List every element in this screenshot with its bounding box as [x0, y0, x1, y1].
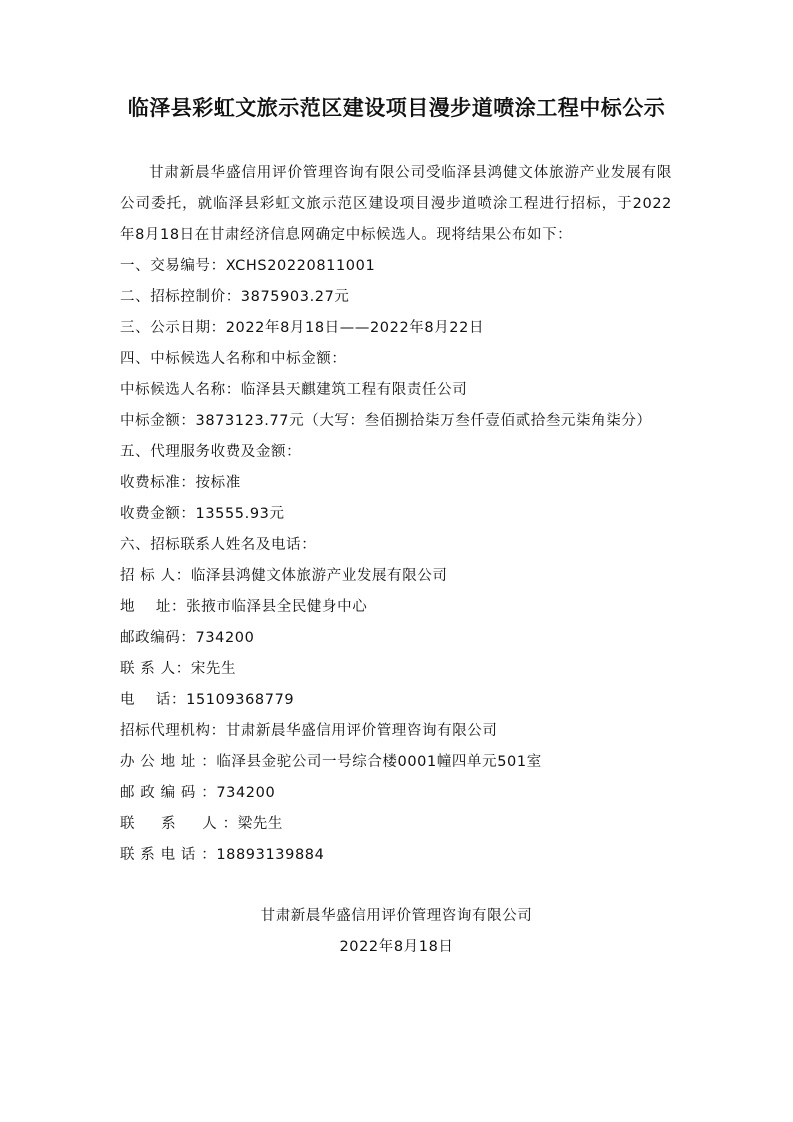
agency-phone-text: 联 系 电 话 ：18893139884 — [120, 847, 325, 863]
tenderer-contact-line — [120, 654, 672, 685]
tenderer-postcode-line — [120, 623, 672, 654]
control-price-line — [120, 282, 672, 313]
fee-heading-line — [120, 437, 672, 468]
candidate-heading-line — [120, 344, 672, 375]
trade-number-text: 一、交易编号：XCHS20220811001 — [120, 258, 376, 274]
fee-amount-text: 收费金额：13555.93元 — [120, 506, 285, 522]
candidate-name-text: 中标候选人名称：临泽县天麒建筑工程有限责任公司 — [120, 382, 468, 398]
contact-heading-line — [120, 530, 672, 561]
intro-paragraph: 甘肃新晨华盛信用评价管理咨询有限公司受临泽县鸿健文体旅游产业发展有限公司委托，就临泽县彩虹文旅示范区建设项目漫步道喷涂工程进行招标，于2022年8月18日在甘肃经济信息网确定中标候选人。现将结果公布如下： — [120, 165, 672, 243]
control-price-text: 二、招标控制价：3875903.27元 — [120, 289, 350, 305]
agency-address-text: 办 公 地 址 ：临泽县金驼公司一号综合楼0001幢四单元501室 — [120, 754, 542, 770]
announcement-body — [120, 158, 672, 871]
fee-standard-line — [120, 468, 672, 499]
signature-date: 2022年8月18日 — [339, 939, 454, 955]
candidate-heading-text: 四、中标候选人名称和中标金额： — [120, 351, 347, 367]
fee-amount-line — [120, 499, 672, 530]
agency-postcode-line — [120, 778, 672, 809]
agency-contact-text: 联 系 人 ：梁先生 — [120, 816, 283, 832]
tenderer-contact-text: 联 系 人：宋先生 — [120, 661, 237, 677]
signature-organization: 甘肃新晨华盛信用评价管理咨询有限公司 — [260, 908, 533, 924]
winning-amount-line — [120, 406, 672, 437]
contact-heading-text: 六、招标联系人姓名及电话： — [120, 537, 317, 553]
agency-line — [120, 716, 672, 747]
agency-text: 招标代理机构：甘肃新晨华盛信用评价管理咨询有限公司 — [120, 723, 498, 739]
winning-amount-text: 中标金额：3873123.77元（大写：叁佰捌拾柒万叁仟壹佰贰拾叁元柒角柒分） — [120, 413, 652, 429]
tenderer-phone-line — [120, 685, 672, 716]
fee-heading-text: 五、代理服务收费及金额： — [120, 444, 302, 460]
tenderer-line — [120, 561, 672, 592]
candidate-name-line — [120, 375, 672, 406]
tenderer-address-text: 地 址：张掖市临泽县全民健身中心 — [120, 599, 368, 615]
notice-period-text: 三、公示日期：2022年8月18日——2022年8月22日 — [120, 320, 485, 336]
agency-contact-line — [120, 809, 672, 840]
agency-address-line — [120, 747, 672, 778]
fee-standard-text: 收费标准：按标准 — [120, 475, 241, 491]
notice-period-line — [120, 313, 672, 344]
page-title: 临泽县彩虹文旅示范区建设项目漫步道喷涂工程中标公示 — [127, 96, 666, 120]
trade-number-line — [120, 251, 672, 282]
agency-phone-line — [120, 840, 672, 871]
tenderer-phone-text: 电 话：15109368779 — [120, 692, 295, 708]
tenderer-postcode-text: 邮政编码：734200 — [120, 630, 255, 646]
tenderer-text: 招 标 人：临泽县鸿健文体旅游产业发展有限公司 — [120, 568, 448, 584]
tenderer-address-line — [120, 592, 672, 623]
agency-postcode-text: 邮 政 编 码 ：734200 — [120, 785, 276, 801]
